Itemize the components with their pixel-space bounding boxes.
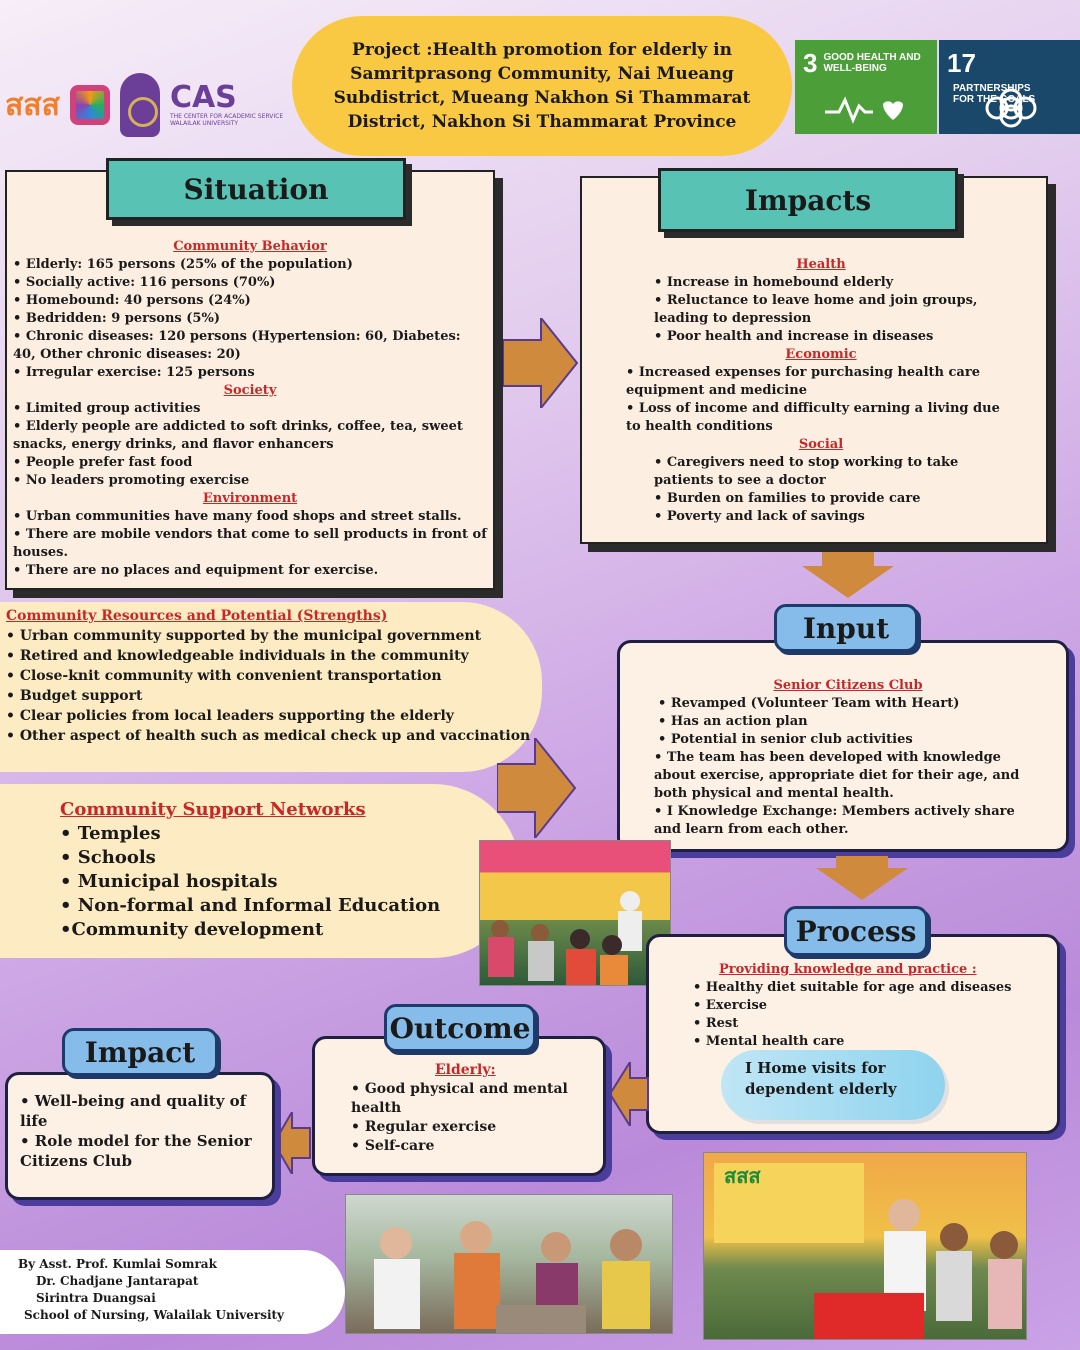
impact-title: Impact xyxy=(62,1028,218,1076)
hexagon-logo xyxy=(70,85,110,125)
elderly-group-photo xyxy=(345,1194,673,1334)
list-item: • Self-care xyxy=(351,1138,435,1154)
list-item: • Poverty and lack of savings xyxy=(654,509,865,524)
list-item: • Rest xyxy=(693,1016,739,1031)
walailak-crest-logo xyxy=(120,73,160,137)
list-item: • Close-knit community with convenient transportation xyxy=(6,668,442,684)
list-item: • Caregivers need to stop working to take patients to see a doctor xyxy=(654,455,959,488)
process-heading: Providing knowledge and practice : xyxy=(719,962,977,977)
health-heading: Health xyxy=(796,257,846,272)
project-title: Project :Health promotion for elderly in Samritprasong Community, Nai Mueang Subdistrict, Mueang Nakhon Si Thammarat District, Nakhon Si Thammarat Province xyxy=(292,16,792,156)
project-banner-photo xyxy=(703,1152,1027,1340)
resources-heading: Community Resources and Potential (Strengths) xyxy=(6,608,388,624)
cas-logo: CAS THE CENTER FOR ACADEMIC SERVICE WALAILAK UNIVERSITY xyxy=(169,80,284,127)
list-item: • Increased expenses for purchasing health care equipment and medicine xyxy=(626,365,980,398)
list-item: • Bedridden: 9 persons (5%) xyxy=(13,311,220,326)
list-item: • Elderly: 165 persons (25% of the population) xyxy=(13,257,353,272)
sdg3-badge: 3 GOOD HEALTH AND WELL-BEING xyxy=(795,40,937,134)
list-item: • Role model for the Senior Citizens Club xyxy=(20,1132,252,1170)
outcome-box xyxy=(312,1036,606,1176)
list-item: • I Knowledge Exchange: Members actively share and learn from each other. xyxy=(654,804,1015,837)
list-item: • Budget support xyxy=(6,688,143,704)
list-item: • Clear policies from local leaders supporting the elderly xyxy=(6,708,454,724)
list-item: • Exercise xyxy=(693,998,768,1013)
list-item: • Irregular exercise: 125 persons xyxy=(13,365,255,380)
sss-logo: สสส xyxy=(5,87,60,123)
svg-text:สสส: สสส xyxy=(724,1164,761,1188)
author-3: Sirintra Duangsai xyxy=(36,1291,156,1305)
list-item: • Revamped (Volunteer Team with Heart) xyxy=(658,696,960,711)
senior-club-heading: Senior Citizens Club xyxy=(773,678,923,693)
list-item: • Burden on families to provide care xyxy=(654,491,921,506)
list-item: • Municipal hospitals xyxy=(60,871,278,892)
list-item: • Potential in senior club activities xyxy=(658,732,913,747)
situation-title: Situation xyxy=(106,158,406,220)
list-item: • Increase in homebound elderly xyxy=(654,275,894,290)
list-item: • Healthy diet suitable for age and diseases xyxy=(693,980,1012,995)
arrow-down-icon xyxy=(800,552,896,600)
list-item: • Non-formal and Informal Education xyxy=(60,895,441,916)
author-2: Dr. Chadjane Jantarapat xyxy=(36,1274,199,1288)
author-1: By Asst. Prof. Kumlai Somrak xyxy=(18,1257,217,1271)
process-title: Process xyxy=(784,906,928,956)
list-item: • The team has been developed with knowledge about exercise, appropriate diet for their age, and both physical and mental health. xyxy=(654,750,1020,801)
rings-icon xyxy=(971,88,1051,128)
impacts-title: Impacts xyxy=(658,168,958,232)
situation-box xyxy=(5,170,495,590)
arrow-down-icon xyxy=(814,856,910,902)
list-item: • Elderly people are addicted to soft drinks, coffee, tea, sweet snacks, energy drinks, and flavor enhancers xyxy=(13,419,463,452)
list-item: • Loss of income and difficulty earning a living due to health conditions xyxy=(626,401,1000,434)
economic-heading: Economic xyxy=(785,347,857,362)
list-item: • Poor health and increase in diseases xyxy=(654,329,934,344)
arrow-left-icon xyxy=(608,1062,650,1126)
input-title: Input xyxy=(774,604,918,652)
sdg17-badge: 17PARTNERSHIPS FOR THE GOALS xyxy=(939,40,1080,134)
arrow-left-icon xyxy=(272,1112,312,1174)
list-item: • Reluctance to leave home and join groups, leading to depression xyxy=(654,293,978,326)
credits xyxy=(0,1250,345,1334)
list-item: • Homebound: 40 persons (24%) xyxy=(13,293,251,308)
outcome-title: Outcome xyxy=(384,1004,536,1052)
list-item: • There are no places and equipment for exercise. xyxy=(13,563,379,578)
environment-heading: Environment xyxy=(202,491,298,506)
impact-box xyxy=(5,1072,275,1200)
social-heading: Social xyxy=(798,437,844,452)
logo-strip xyxy=(5,60,290,150)
elderly-heading: Elderly: xyxy=(435,1062,496,1078)
list-item: • Temples xyxy=(60,823,161,844)
input-box xyxy=(617,640,1069,852)
list-item: •Community development xyxy=(60,919,324,940)
affiliation: School of Nursing, Walailak University xyxy=(24,1308,285,1322)
list-item: • Urban communities have many food shops and street stalls. xyxy=(13,509,462,524)
list-item: • Retired and knowledgeable individuals in the community xyxy=(6,648,469,664)
list-item: • Urban community supported by the municipal government xyxy=(6,628,482,644)
arrow-right-icon xyxy=(497,738,577,838)
activity-photo xyxy=(479,840,671,986)
list-item: • Other aspect of health such as medical check up and vaccination xyxy=(6,728,531,744)
list-item: • There are mobile vendors that come to sell products in front of houses. xyxy=(13,527,487,560)
community-behavior-heading: Community Behavior xyxy=(173,239,327,254)
arrow-right-icon xyxy=(503,318,579,408)
heartbeat-icon xyxy=(825,94,905,124)
networks-heading: Community Support Networks xyxy=(60,799,366,820)
list-item: • Regular exercise xyxy=(351,1119,497,1135)
list-item: • Schools xyxy=(60,847,156,868)
society-heading: Society xyxy=(223,383,277,398)
list-item: • Good physical and mental health xyxy=(351,1081,568,1116)
networks-panel xyxy=(0,784,520,958)
list-item: • Limited group activities xyxy=(13,401,201,416)
list-item: • Socially active: 116 persons (70%) xyxy=(13,275,276,290)
list-item: • People prefer fast food xyxy=(13,455,193,470)
list-item: • Chronic diseases: 120 persons (Hypertension: 60, Diabetes: 40, Other chronic diseases: 20) xyxy=(13,329,461,362)
resources-panel xyxy=(0,602,542,772)
list-item: • Mental health care xyxy=(693,1034,845,1049)
list-item: • No leaders promoting exercise xyxy=(13,473,250,488)
list-item: • Well-being and quality of life xyxy=(20,1092,247,1130)
home-visits-badge: I Home visits for dependent elderly xyxy=(721,1050,945,1120)
list-item: • Has an action plan xyxy=(658,714,808,729)
